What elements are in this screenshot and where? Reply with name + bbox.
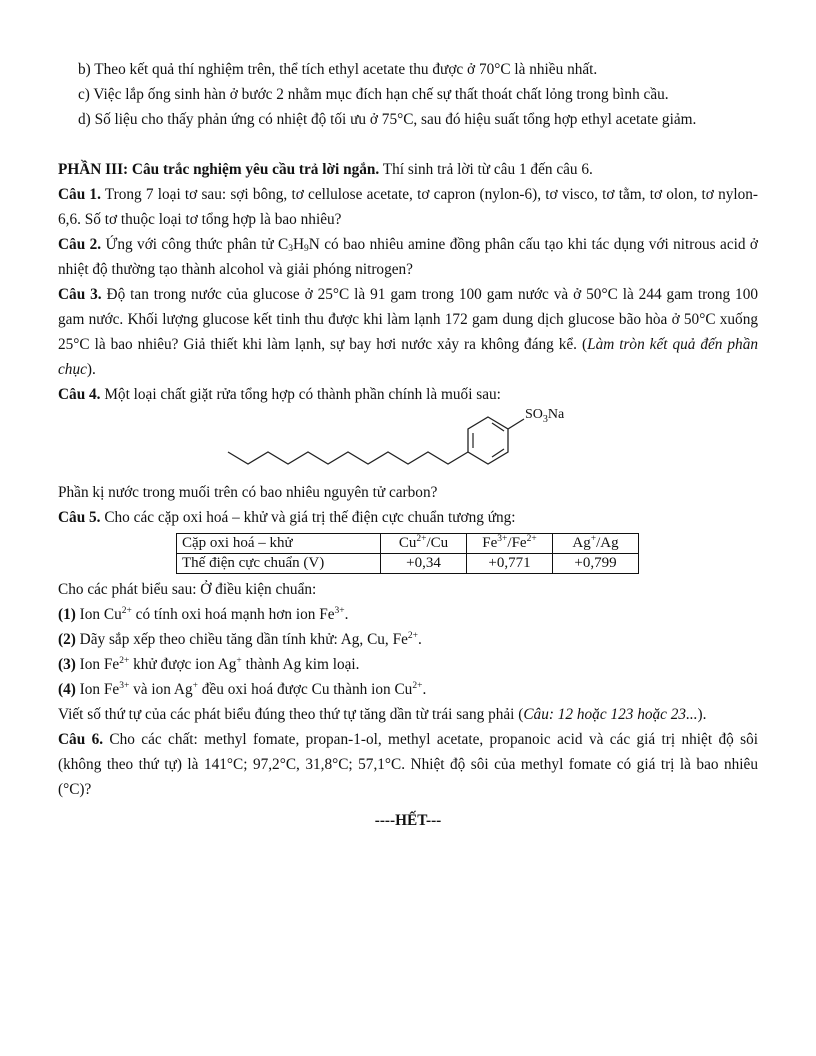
q3-label: Câu 3. — [58, 286, 102, 303]
potential-ag: +0,799 — [553, 554, 639, 574]
question-5 — [58, 505, 758, 530]
s1-num: (1) — [58, 606, 76, 623]
s3-num: (3) — [58, 656, 76, 673]
so3na-label: $SO_3Na$ — [525, 407, 565, 425]
question-1 — [58, 182, 758, 232]
q5-answer-format: Câu: 12 hoặc 123 hoặc 23... — [523, 706, 698, 723]
row-label-potential: Thế điện cực chuẩn (V) — [177, 554, 381, 574]
couple-cu: $Cu^{2+}/Cu$ — [381, 534, 467, 554]
s2-num: (2) — [58, 631, 76, 648]
part3-title: PHẦN III: Câu trắc nghiệm yêu cầu trả lời ngắn. — [58, 161, 380, 178]
aromatic-bond — [492, 423, 504, 431]
potential-table — [176, 533, 639, 574]
q1-label: Câu 1. — [58, 186, 101, 203]
couple-fe: $Fe^{3+}/Fe^{2+}$ — [467, 534, 553, 554]
q5-statement-3: (3) Ion $Fe^{2+}$ khử được ion Ag+ thành Ag kim loại. — [58, 656, 360, 673]
potential-fe: +0,771 — [467, 554, 553, 574]
q6-label: Câu 6. — [58, 731, 104, 748]
q3-rounding-note: Làm tròn kết quả đến phần chục — [58, 336, 758, 378]
question-6 — [58, 727, 758, 802]
table-row-couples — [177, 534, 639, 554]
spacer — [58, 132, 758, 157]
table-row-potentials — [177, 554, 639, 574]
q5-final-instruction: Viết số thứ tự của các phát biểu đúng theo thứ tự tăng dần từ trái sang phải (Câu: 12 hoặc 123 hoặc 23...). — [58, 706, 707, 723]
q5-statement-2: (2) Dãy sắp xếp theo chiều tăng dần tính khử: Ag, Cu, $Fe^{2+}$. — [58, 631, 422, 648]
q2-text-h: H — [292, 236, 305, 253]
statement-b: b) Theo kết quả thí nghiệm trên, thể tích ethyl acetate thu được ở 70°C là nhiều nhất. — [78, 61, 598, 78]
q2-text-a: Ứng với công thức phân tử C — [101, 236, 289, 253]
s4-num: (4) — [58, 681, 76, 698]
sulfonate-bond — [508, 419, 524, 429]
q5-text: Cho các cặp oxi hoá – khử và giá trị thế điện cực chuẩn tương ứng: — [100, 509, 516, 526]
part3-heading — [58, 157, 758, 182]
question-3 — [58, 282, 758, 382]
q2-label: Câu 2. — [58, 236, 102, 253]
alkyl-chain — [228, 452, 468, 464]
q2-sub-3: 3 — [288, 244, 293, 254]
q2-sub-9: 9 — [304, 244, 309, 254]
q3-text: Độ tan trong nước của glucose ở 25°C là 91 gam trong 100 gam nước và ở 50°C là 244 gam trong 100 gam nước. Khối lượng glucose kết tinh thu được khi làm lạnh 172 gam dung dịch glucose bão hòa ở 50°C xuống 25°C là bao nhiêu? Giả thiết khi làm lạnh, sự bay hơi nước xảy ra không đáng kể. ( — [58, 286, 758, 353]
q1-text: Trong 7 loại tơ sau: sợi bông, tơ cellulose acetate, tơ capron (nylon-6), tơ visco, tơ tằm, tơ olon, tơ nylon-6,6. Số tơ thuộc loại tơ tổng hợp là bao nhiêu? — [58, 186, 759, 228]
q5-statement-1: (1) Ion $Cu^{2+}$ có tính oxi hoá mạnh hơn ion $Fe^{3+}$. — [58, 606, 349, 623]
q6-text: Cho các chất: methyl fomate, propan-1-ol, methyl acetate, propanoic acid và các giá trị nhiệt độ sôi (không theo thứ tự) là 141°C; 97,2°C, 31,8°C; 57,1°C. Nhiệt độ sôi của methyl fomate có giá trị là bao nhiêu (°C)? — [58, 731, 758, 798]
statement-d: d) Số liệu cho thấy phản ứng có nhiệt độ tối ưu ở 75°C, sau đó hiệu suất tổng hợp ethyl acetate giảm. — [78, 111, 697, 128]
potential-cu: +0,34 — [381, 554, 467, 574]
q4-label: Câu 4. — [58, 386, 101, 403]
benzene-ring — [468, 417, 508, 464]
q2-text-b: N có bao nhiêu amine đồng phân cấu tạo khi tác dụng với nitrous acid ở nhiệt độ thường tạo thành alcohol và giải phóng nitrogen? — [58, 236, 758, 278]
q5-label: Câu 5. — [58, 509, 101, 526]
end-marker: ----HẾT--- — [374, 812, 442, 829]
row-label-couple: Cặp oxi hoá – khử — [177, 534, 381, 554]
q5-intro: Cho các phát biểu sau: Ở điều kiện chuẩn: — [58, 581, 317, 598]
q4-question: Phần kị nước trong muối trên có bao nhiêu nguyên tử carbon? — [58, 484, 438, 501]
q3-end: ). — [86, 361, 96, 378]
q4-text: Một loại chất giặt rửa tổng hợp có thành phần chính là muối sau: — [100, 386, 501, 403]
q5-statement-4: (4) Ion $Fe^{3+}$ và ion Ag+ đều oxi hoá được Cu thành ion $Cu^{2+}$. — [58, 681, 427, 698]
couple-ag: Ag+/Ag — [553, 534, 639, 554]
question-2 — [58, 232, 758, 282]
statement-c: c) Việc lắp ống sinh hàn ở bước 2 nhằm mục đích hạn chế sự thất thoát chất lỏng trong bình cầu. — [78, 86, 669, 103]
detergent-structure — [58, 407, 758, 480]
sulfonate-skeletal-formula — [168, 404, 565, 480]
part3-instruction: Thí sinh trả lời từ câu 1 đến câu 6. — [379, 161, 593, 178]
exam-page — [58, 57, 758, 833]
